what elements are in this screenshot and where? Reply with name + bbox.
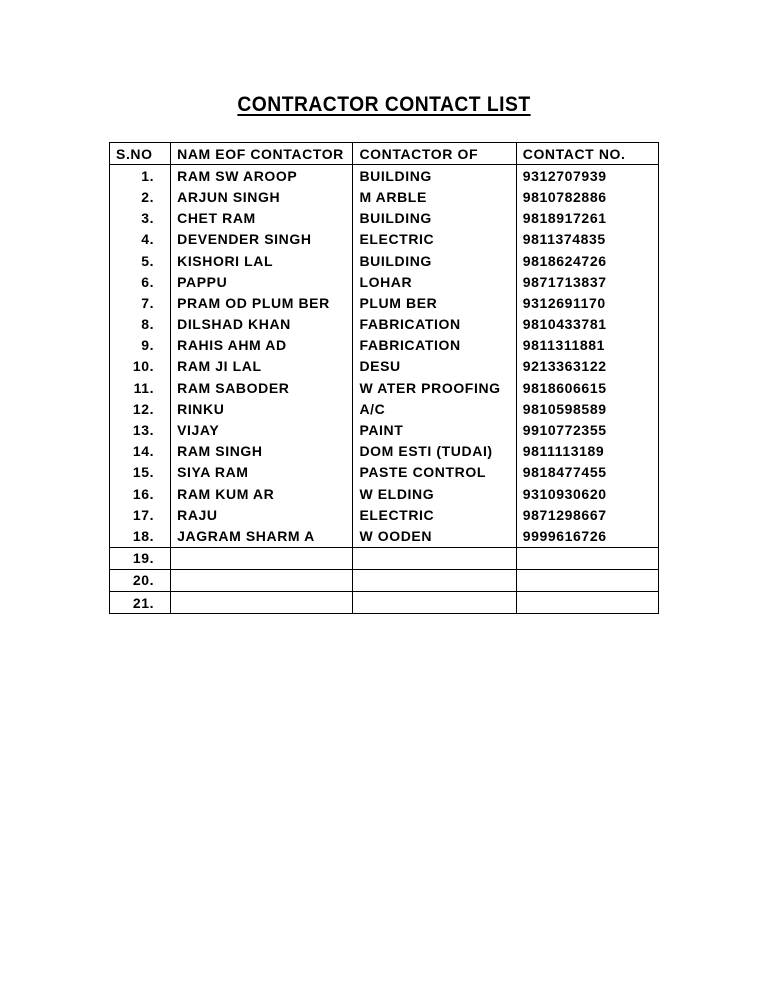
- cell-sno: 20.: [110, 569, 171, 591]
- cell-contact-no: 9213363122: [516, 356, 658, 377]
- table-body: [110, 165, 659, 614]
- cell-contractor-of: [353, 591, 516, 613]
- cell-contractor-of: PASTE CONTROL: [353, 462, 516, 483]
- cell-contact-no: 9312707939: [516, 165, 658, 187]
- table-row: [110, 462, 659, 483]
- cell-sno: 21.: [110, 591, 171, 613]
- cell-contractor-name: RINKU: [171, 398, 353, 419]
- cell-contractor-of: [353, 569, 516, 591]
- cell-contractor-of: BUILDING: [353, 250, 516, 271]
- cell-contractor-name: KISHORI LAL: [171, 250, 353, 271]
- table-row: [110, 569, 659, 591]
- cell-sno: 11.: [110, 377, 171, 398]
- table-row: [110, 419, 659, 440]
- cell-contractor-of: LOHAR: [353, 271, 516, 292]
- cell-contractor-of: ELECTRIC: [353, 504, 516, 525]
- cell-sno: 7.: [110, 292, 171, 313]
- table-row: [110, 525, 659, 547]
- cell-sno: 17.: [110, 504, 171, 525]
- cell-contractor-name: CHET RAM: [171, 208, 353, 229]
- cell-contractor-of: PAINT: [353, 419, 516, 440]
- table-row: [110, 292, 659, 313]
- header-sno: S.NO: [110, 143, 171, 165]
- cell-contractor-of: FABRICATION: [353, 314, 516, 335]
- table-header-row: [110, 143, 659, 165]
- cell-contact-no: 9871298667: [516, 504, 658, 525]
- cell-sno: 8.: [110, 314, 171, 335]
- cell-contractor-of: PLUM BER: [353, 292, 516, 313]
- table-row: [110, 483, 659, 504]
- cell-contractor-name: PAPPU: [171, 271, 353, 292]
- cell-sno: 10.: [110, 356, 171, 377]
- cell-contact-no: 9818606615: [516, 377, 658, 398]
- cell-contractor-name: [171, 591, 353, 613]
- cell-contact-no: 9818477455: [516, 462, 658, 483]
- cell-sno: 6.: [110, 271, 171, 292]
- cell-contact-no: 9310930620: [516, 483, 658, 504]
- cell-contractor-name: PRAM OD PLUM BER: [171, 292, 353, 313]
- table-row: [110, 591, 659, 613]
- cell-contact-no: [516, 569, 658, 591]
- cell-contractor-name: RAM KUM AR: [171, 483, 353, 504]
- cell-sno: 5.: [110, 250, 171, 271]
- cell-contractor-name: VIJAY: [171, 419, 353, 440]
- cell-contact-no: [516, 547, 658, 569]
- cell-sno: 4.: [110, 229, 171, 250]
- cell-contractor-name: RAM SABODER: [171, 377, 353, 398]
- cell-sno: 12.: [110, 398, 171, 419]
- cell-contractor-of: M ARBLE: [353, 186, 516, 207]
- cell-contractor-of: [353, 547, 516, 569]
- table-row: [110, 186, 659, 207]
- cell-sno: 3.: [110, 208, 171, 229]
- cell-contractor-of: DOM ESTI (TUDAI): [353, 441, 516, 462]
- table-row: [110, 398, 659, 419]
- table-row: [110, 314, 659, 335]
- cell-contractor-name: DILSHAD KHAN: [171, 314, 353, 335]
- cell-contact-no: [516, 591, 658, 613]
- cell-contact-no: 9810782886: [516, 186, 658, 207]
- cell-contractor-name: SIYA RAM: [171, 462, 353, 483]
- cell-contractor-name: DEVENDER SINGH: [171, 229, 353, 250]
- cell-contractor-of: DESU: [353, 356, 516, 377]
- contact-table: [109, 142, 659, 614]
- table-row: [110, 250, 659, 271]
- cell-contractor-name: ARJUN SINGH: [171, 186, 353, 207]
- table-row: [110, 547, 659, 569]
- cell-contact-no: 9811374835: [516, 229, 658, 250]
- table-row: [110, 165, 659, 187]
- page-title: CONTRACTOR CONTACT LIST: [237, 93, 531, 116]
- cell-contractor-name: [171, 569, 353, 591]
- cell-contact-no: 9910772355: [516, 419, 658, 440]
- cell-sno: 14.: [110, 441, 171, 462]
- cell-contractor-name: RAM JI LAL: [171, 356, 353, 377]
- cell-sno: 15.: [110, 462, 171, 483]
- cell-sno: 1.: [110, 165, 171, 187]
- cell-contact-no: 9871713837: [516, 271, 658, 292]
- cell-contractor-of: BUILDING: [353, 208, 516, 229]
- table-row: [110, 356, 659, 377]
- cell-contact-no: 9999616726: [516, 525, 658, 547]
- cell-sno: 18.: [110, 525, 171, 547]
- cell-contractor-of: W OODEN: [353, 525, 516, 547]
- cell-contractor-name: RAJU: [171, 504, 353, 525]
- cell-contact-no: 9811311881: [516, 335, 658, 356]
- cell-contact-no: 9818624726: [516, 250, 658, 271]
- cell-contact-no: 9818917261: [516, 208, 658, 229]
- cell-contractor-name: [171, 547, 353, 569]
- cell-contact-no: 9811113189: [516, 441, 658, 462]
- cell-contractor-name: JAGRAM SHARM A: [171, 525, 353, 547]
- cell-contact-no: 9312691170: [516, 292, 658, 313]
- cell-contractor-of: ELECTRIC: [353, 229, 516, 250]
- cell-contractor-name: RAM SINGH: [171, 441, 353, 462]
- cell-sno: 19.: [110, 547, 171, 569]
- table-row: [110, 335, 659, 356]
- table-row: [110, 208, 659, 229]
- header-contact-no: CONTACT NO.: [516, 143, 658, 165]
- cell-contractor-of: W ATER PROOFING: [353, 377, 516, 398]
- cell-contractor-of: A/C: [353, 398, 516, 419]
- cell-contractor-name: RAHIS AHM AD: [171, 335, 353, 356]
- cell-contractor-of: BUILDING: [353, 165, 516, 187]
- table-row: [110, 441, 659, 462]
- cell-contractor-of: FABRICATION: [353, 335, 516, 356]
- header-contractor-of: CONTACTOR OF: [353, 143, 516, 165]
- table-row: [110, 377, 659, 398]
- cell-sno: 16.: [110, 483, 171, 504]
- cell-contractor-of: W ELDING: [353, 483, 516, 504]
- cell-contact-no: 9810433781: [516, 314, 658, 335]
- cell-sno: 2.: [110, 186, 171, 207]
- cell-sno: 9.: [110, 335, 171, 356]
- cell-sno: 13.: [110, 419, 171, 440]
- cell-contractor-name: RAM SW AROOP: [171, 165, 353, 187]
- table-row: [110, 271, 659, 292]
- header-name: NAM EOF CONTACTOR: [171, 143, 353, 165]
- cell-contact-no: 9810598589: [516, 398, 658, 419]
- table-row: [110, 229, 659, 250]
- table-row: [110, 504, 659, 525]
